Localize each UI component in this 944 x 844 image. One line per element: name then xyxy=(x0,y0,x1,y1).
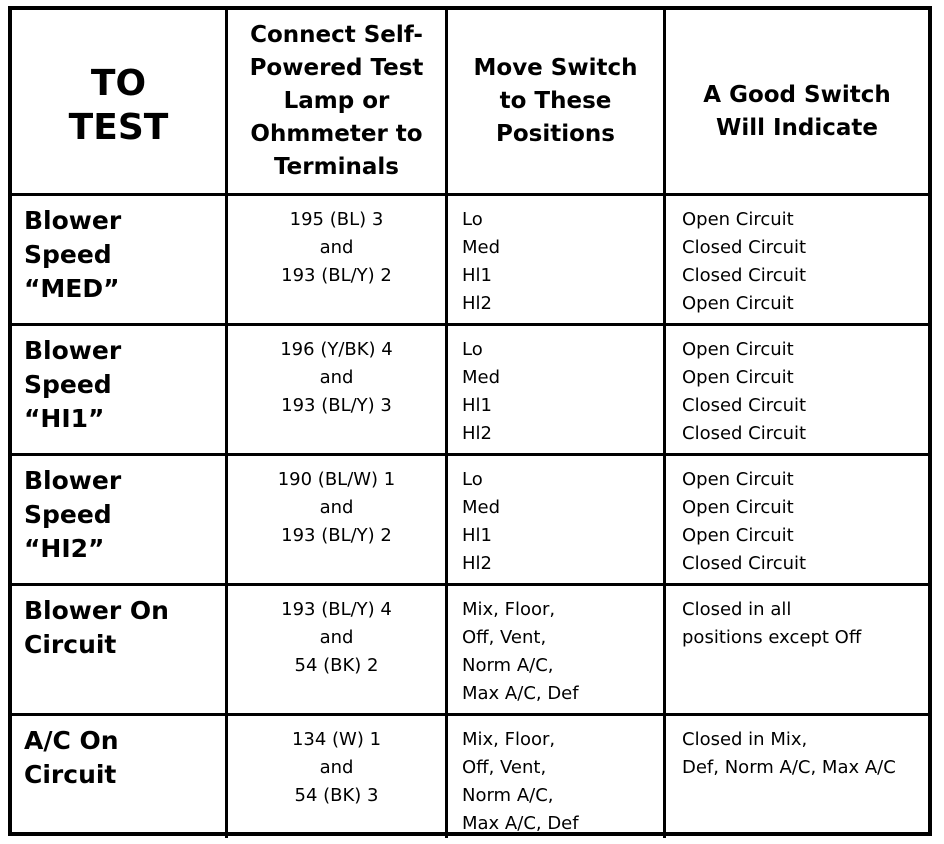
results-hi1 xyxy=(666,326,928,456)
terminal-line: and xyxy=(319,237,354,258)
test-name-blower-on: Blower On Circuit xyxy=(12,586,228,716)
test-name-hi2: Blower Speed “HI2” xyxy=(12,456,228,586)
position-line: Hl1 xyxy=(462,265,492,286)
position-line: Hl2 xyxy=(462,423,492,444)
result-line: Open Circuit xyxy=(682,293,794,314)
header-to-test xyxy=(12,10,228,196)
position-line: Lo xyxy=(462,469,483,490)
position-line: Norm A/C, xyxy=(462,785,554,806)
header-connect-line: Terminals xyxy=(274,154,399,180)
header-connect xyxy=(228,10,448,196)
position-line: Off, Vent, xyxy=(462,757,547,778)
result-line: Closed Circuit xyxy=(682,237,807,258)
result-line: Open Circuit xyxy=(682,209,794,230)
positions-ac-on xyxy=(448,716,666,838)
results-ac-on xyxy=(666,716,928,838)
header-move-switch xyxy=(448,10,666,196)
result-line: Closed Circuit xyxy=(682,423,807,444)
result-line: Closed in all xyxy=(682,599,792,620)
result-line: Open Circuit xyxy=(682,339,794,360)
position-line: Hl2 xyxy=(462,553,492,574)
terminal-line: 54 (BK) 3 xyxy=(294,785,379,806)
terminal-line: 193 (BL/Y) 4 xyxy=(281,599,392,620)
position-line: Med xyxy=(462,497,501,518)
positions-blower-on xyxy=(448,586,666,716)
position-line: Mix, Floor, xyxy=(462,599,556,620)
result-line: positions except Off xyxy=(682,627,862,648)
position-line: Lo xyxy=(462,209,483,230)
result-line: Open Circuit xyxy=(682,367,794,388)
result-line: Open Circuit xyxy=(682,497,794,518)
result-line: Closed in Mix, xyxy=(682,729,808,750)
position-line: Hl1 xyxy=(462,525,492,546)
terminal-line: 193 (BL/Y) 2 xyxy=(281,525,392,546)
position-line: Med xyxy=(462,367,501,388)
test-name-ac-on: A/C On Circuit xyxy=(12,716,228,838)
position-line: Max A/C, Def xyxy=(462,683,579,704)
result-line: Closed Circuit xyxy=(682,395,807,416)
results-blower-on xyxy=(666,586,928,716)
result-line: Open Circuit xyxy=(682,469,794,490)
result-line: Def, Norm A/C, Max A/C xyxy=(682,757,896,778)
header-connect-line: Lamp or xyxy=(283,88,390,114)
positions-med xyxy=(448,196,666,326)
terminal-line: 196 (Y/BK) 4 xyxy=(280,339,393,360)
result-line: Closed Circuit xyxy=(682,553,807,574)
position-line: Hl2 xyxy=(462,293,492,314)
header-good-line: Will Indicate xyxy=(715,114,879,141)
header-move-line: Move Switch xyxy=(473,55,638,81)
header-connect-line: Powered Test xyxy=(249,55,424,81)
positions-hi1 xyxy=(448,326,666,456)
terminal-line: 195 (BL) 3 xyxy=(289,209,384,230)
header-to-test-line: TO xyxy=(90,62,147,104)
terminals-hi1 xyxy=(228,326,448,456)
results-med xyxy=(666,196,928,326)
positions-hi2 xyxy=(448,456,666,586)
terminal-line: 134 (W) 1 xyxy=(291,729,382,750)
header-good-line: A Good Switch xyxy=(703,81,891,108)
terminal-line: 193 (BL/Y) 2 xyxy=(281,265,392,286)
terminals-blower-on xyxy=(228,586,448,716)
terminal-line: 193 (BL/Y) 3 xyxy=(281,395,392,416)
position-line: Med xyxy=(462,237,501,258)
position-line: Lo xyxy=(462,339,483,360)
position-line: Max A/C, Def xyxy=(462,813,579,834)
results-hi2 xyxy=(666,456,928,586)
position-line: Mix, Floor, xyxy=(462,729,556,750)
header-move-line: to These xyxy=(499,88,612,114)
header-connect-line: Ohmmeter to xyxy=(250,121,423,147)
header-connect-line: Connect Self- xyxy=(250,22,423,48)
terminal-line: and xyxy=(319,627,354,648)
terminals-hi2 xyxy=(228,456,448,586)
terminal-line: and xyxy=(319,497,354,518)
terminals-med xyxy=(228,196,448,326)
terminal-line: 190 (BL/W) 1 xyxy=(277,469,396,490)
terminal-line: 54 (BK) 2 xyxy=(294,655,379,676)
test-name-med: Blower Speed “MED” xyxy=(12,196,228,326)
header-to-test-line: TEST xyxy=(68,106,169,148)
result-line: Open Circuit xyxy=(682,525,794,546)
switch-test-table xyxy=(8,6,932,836)
result-line: Closed Circuit xyxy=(682,265,807,286)
terminals-ac-on xyxy=(228,716,448,838)
header-move-line: Positions xyxy=(496,121,615,147)
header-good-switch xyxy=(666,10,928,196)
position-line: Hl1 xyxy=(462,395,492,416)
position-line: Norm A/C, xyxy=(462,655,554,676)
terminal-line: and xyxy=(319,367,354,388)
test-name-hi1: Blower Speed “HI1” xyxy=(12,326,228,456)
position-line: Off, Vent, xyxy=(462,627,547,648)
terminal-line: and xyxy=(319,757,354,778)
